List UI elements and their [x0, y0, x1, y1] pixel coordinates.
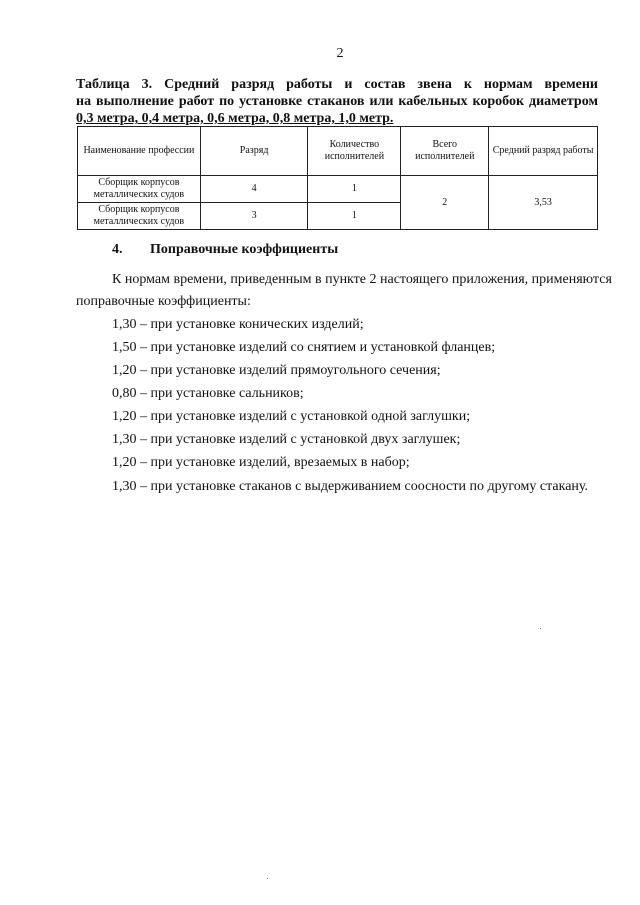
coefficient-item: 1,30 – при установке стаканов с выдерживанием соосности по другому стакану. — [112, 479, 588, 494]
intro-line-1: К нормам времени, приведенным в пункте 2 настоящего приложения, применяются — [112, 272, 612, 287]
table-caption — [76, 76, 598, 127]
coefficient-item: 0,80 – при установке сальников; — [112, 386, 304, 401]
caption-line-1: Таблица 3. Средний разряд работы и состав звена к нормам времени — [76, 77, 598, 92]
cell-grade: 4 — [200, 176, 308, 203]
table-header-row — [78, 127, 598, 176]
cell-profession: Сборщик корпусов металлических судов — [78, 203, 201, 230]
cell-profession: Сборщик корпусов металлических судов — [78, 176, 201, 203]
scan-speck — [267, 878, 268, 879]
coefficient-item: 1,50 – при установке изделий со снятием и установкой фланцев; — [112, 340, 496, 355]
scan-speck — [540, 628, 541, 629]
intro-line-2: поправочные коэффициенты: — [76, 294, 251, 309]
table-row — [78, 176, 598, 203]
coefficient-item: 1,30 – при установке конических изделий; — [112, 317, 364, 332]
section-number: 4. — [112, 242, 123, 257]
cell-count: 1 — [308, 203, 401, 230]
header-grade: Разряд — [200, 127, 308, 176]
caption-line-2: на выполнение работ по установке стаканов или кабельных коробок диаметром — [76, 94, 598, 109]
crew-composition-table — [77, 126, 598, 230]
section-heading — [112, 242, 338, 258]
header-count: Количество исполнителей — [308, 127, 401, 176]
page-number: 2 — [336, 46, 344, 61]
coefficient-item: 1,20 – при установке изделий прямоугольного сечения; — [112, 363, 441, 378]
caption-line-3: 0,3 метра, 0,4 метра, 0,6 метра, 0,8 метра, 1,0 метр. — [76, 111, 394, 126]
header-total: Всего исполнителей — [401, 127, 489, 176]
cell-grade: 3 — [200, 203, 308, 230]
cell-total: 2 — [401, 176, 489, 230]
coefficient-item: 1,20 – при установке изделий с установкой одной заглушки; — [112, 409, 471, 424]
header-profession: Наименование профессии — [78, 127, 201, 176]
cell-average-grade: 3,53 — [489, 176, 598, 230]
coefficient-item: 1,30 – при установке изделий с установкой двух заглушек; — [112, 432, 461, 447]
header-average-grade: Средний разряд работы — [489, 127, 598, 176]
coefficient-item: 1,20 – при установке изделий, врезаемых в набор; — [112, 455, 410, 470]
section-title: Поправочные коэффициенты — [150, 242, 339, 257]
cell-count: 1 — [308, 176, 401, 203]
